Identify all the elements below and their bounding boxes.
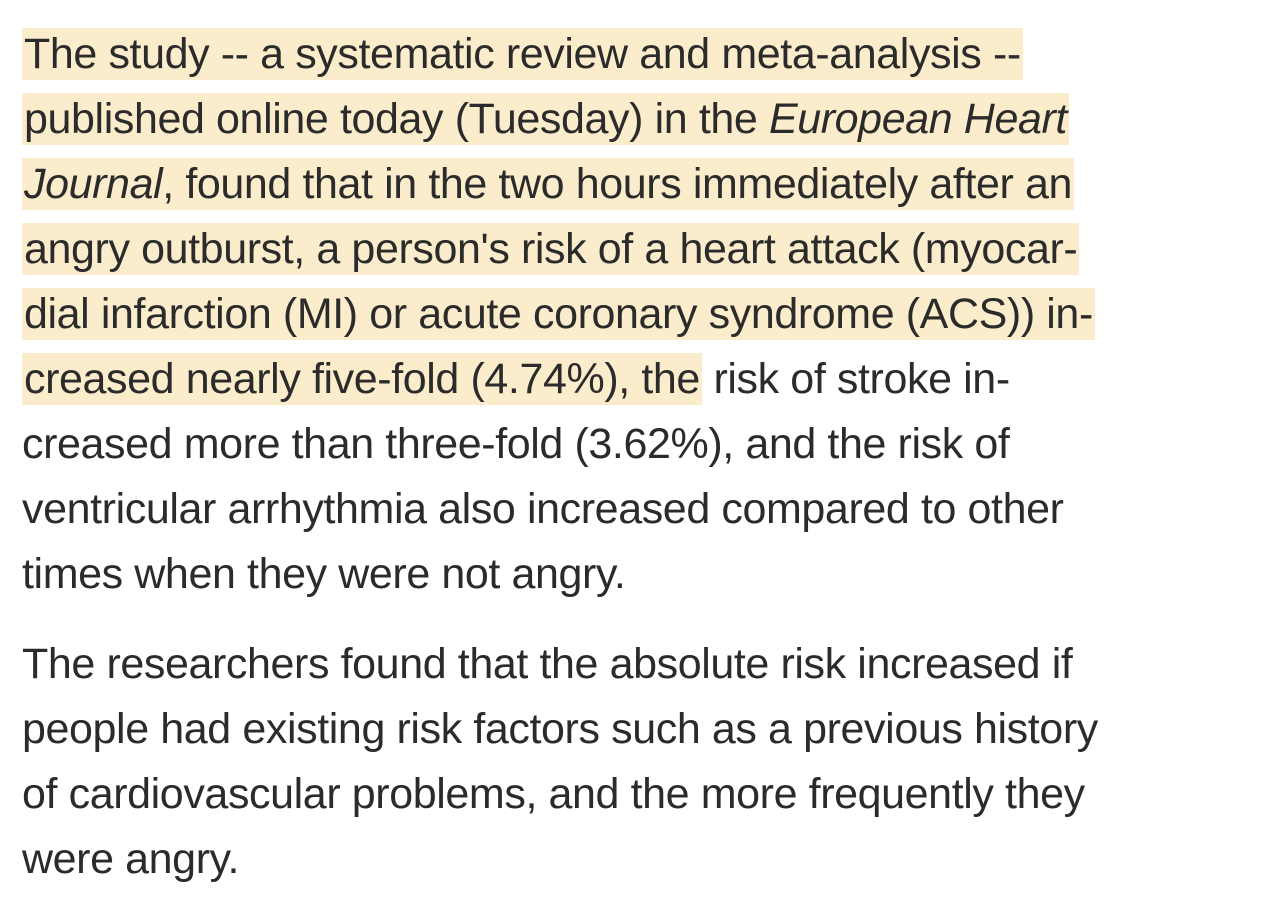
text-line xyxy=(22,217,1270,282)
text-line xyxy=(22,152,1270,217)
highlighted-text[interactable]: The study -- a systematic review and meta-analysis -- xyxy=(24,30,1021,78)
journal-name: European Heart xyxy=(768,95,1067,143)
paragraph-1 xyxy=(22,22,1270,607)
text-segment: risk of stroke in- xyxy=(701,355,1010,403)
journal-name: Journal xyxy=(24,160,163,208)
text-line xyxy=(22,282,1270,347)
article-body xyxy=(22,22,1270,892)
paragraph-2 xyxy=(22,632,1270,892)
text-line: ventricular arrhythmia also increased compared to other xyxy=(22,485,1064,533)
text-line xyxy=(22,347,1270,412)
highlighted-text[interactable]: dial infarction (MI) or acute coronary syndrome (ACS)) in- xyxy=(24,290,1093,338)
text-line xyxy=(22,87,1270,152)
text-line: times when they were not angry. xyxy=(22,550,626,598)
highlighted-text[interactable] xyxy=(22,158,1074,210)
text-segment: published online today (Tuesday) in the xyxy=(24,95,769,143)
highlighted-text[interactable]: angry outburst, a person's risk of a heart attack (myocar- xyxy=(24,225,1078,273)
text-line: people had existing risk factors such as a previous history xyxy=(22,705,1098,753)
text-line: of cardiovascular problems, and the more frequently they xyxy=(22,770,1085,818)
text-line: The researchers found that the absolute risk increased if xyxy=(22,640,1073,688)
text-line: creased more than three-fold (3.62%), and the risk of xyxy=(22,420,1010,468)
text-line: were angry. xyxy=(22,835,240,883)
highlighted-text[interactable] xyxy=(22,93,1069,145)
text-line xyxy=(22,22,1270,87)
text-segment: , found that in the two hours immediately after an xyxy=(162,160,1073,208)
highlighted-text[interactable]: creased nearly five-fold (4.74%), the xyxy=(24,355,700,403)
